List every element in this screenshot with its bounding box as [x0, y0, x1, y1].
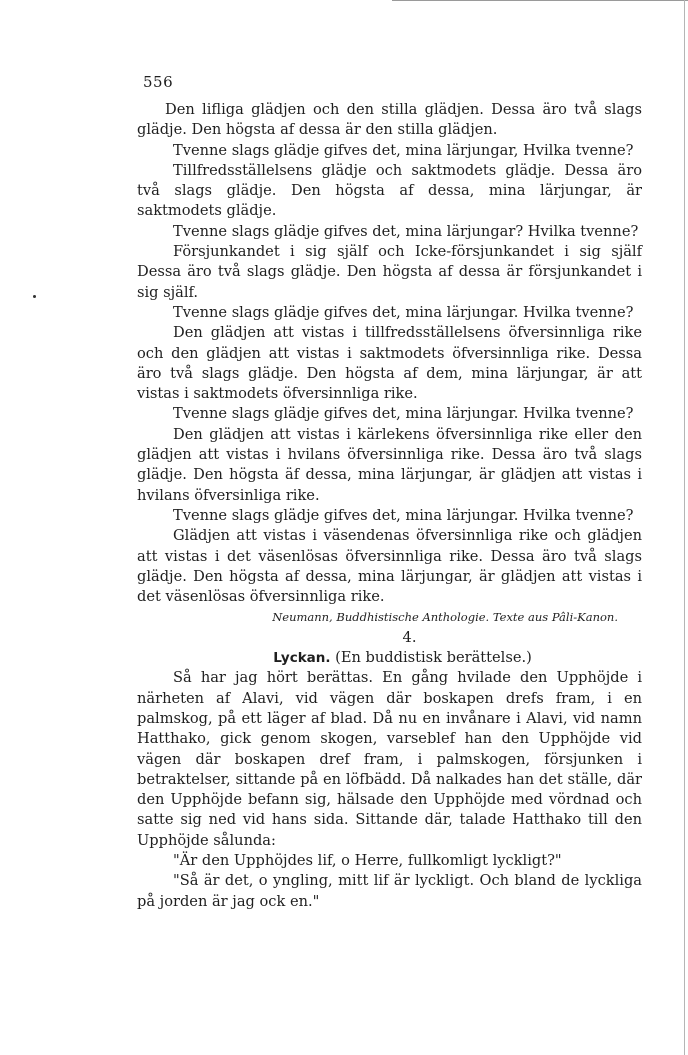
section-number: 4.: [402, 628, 417, 646]
paragraph: Tvenne slags glädje gifves det, mina lärjungar? Hvilka tvenne?: [173, 222, 639, 240]
section-title: Lyckan.: [273, 650, 331, 667]
paragraph: Tvenne slags glädje gifves det, mina lärjungar. Hvilka tvenne?: [173, 506, 634, 524]
paragraph: Glädjen att vistas i väsendenas öfversinnliga rike och glädjen att vistas i det väsenlösas öfversinnliga rike. Dessa äro två slags glädje. Den högsta af dessa, mina lärjungar, är glädjen att vistas i det väsenlösas öfversinnliga rike.: [137, 527, 642, 606]
paragraph: Den glädjen att vistas i kärlekens öfversinnliga rike eller den glädjen att vistas i hvilans öfversinnliga rike. Dessa äro två slags glädje. Den högsta äf dessa, mina lärjungar, är glädjen att vistas i hvilans öfversinliga rike.: [137, 425, 642, 504]
story-paragraph: "Så är det, o yngling, mitt lif är lyckligt. Och bland de lyckliga på jorden är jag ock en.": [137, 872, 642, 910]
paragraph: Tvenne slags glädje gifves det, mina lärjungar. Hvilka tvenne?: [173, 303, 634, 321]
paragraph: Tvenne slags glädje gifves det, mina lärjungar. Hvilka tvenne?: [173, 405, 634, 423]
paragraph: Tvenne slags glädje gifves det, mina lärjungar, Hvilka tvenne?: [173, 141, 634, 159]
page-body: [137, 100, 642, 912]
margin-speck: [33, 295, 36, 298]
paragraph: Tillfredsställelsens glädje och saktmodets glädje. Dessa äro två slags glädje. Den högsta af dessa, mina lärjungar, är saktmodets glädje.: [137, 161, 642, 220]
story-paragraph: "Är den Upphöjdes lif, o Herre, fullkomligt lyckligt?": [173, 851, 562, 869]
top-edge-line: [392, 0, 688, 1]
right-edge-line: [684, 0, 685, 1055]
section-heading: [137, 648, 642, 668]
page-number: 556: [143, 73, 174, 91]
paragraph: Den glädjen att vistas i tillfredsställelsens öfversinnliga rike och den glädjen att vistas i saktmodets öfversinnliga rike. Dessa äro två slags glädje. Den högsta af dem, mina lärjungar, är att vistas i saktmodets öfversinnliga rike.: [137, 324, 642, 403]
story-paragraph: Så har jag hört berättas. En gång hvilade den Upphöjde i närheten af Alavi, vid vägen där boskapen drefs fram, i en palmskog, på ett läger af blad. Då nu en invånare i Alavi, vid namn Hatthako, gick genom skogen, varseblef han den Upphöjde vid vägen där boskapen dref fram, i palmskogen, försjunken i betraktelser, sittande på en löfbädd. Då nalkades han det ställe, där den Upphöjde befann sig, hälsade den Upphöjde med vördnad och satte sig ned vid hans sida. Sittande där, talade Hatthako till den Upphöjde sålunda:: [137, 669, 642, 849]
paragraph: Den lifliga glädjen och den stilla glädjen. Dessa äro två slags glädje. Den högsta af dessa är den stilla glädjen.: [137, 101, 642, 139]
source-citation: Neumann, Buddhistische Anthologie. Texte aus Pâli-Kanon.: [272, 610, 618, 625]
section-subtitle: (En buddistisk berättelse.): [335, 649, 532, 667]
paragraph: Försjunkandet i sig själf och Icke-försjunkandet i sig själf Dessa äro två slags glädje. Den högsta af dessa är försjunkandet i sig själf.: [137, 243, 642, 301]
